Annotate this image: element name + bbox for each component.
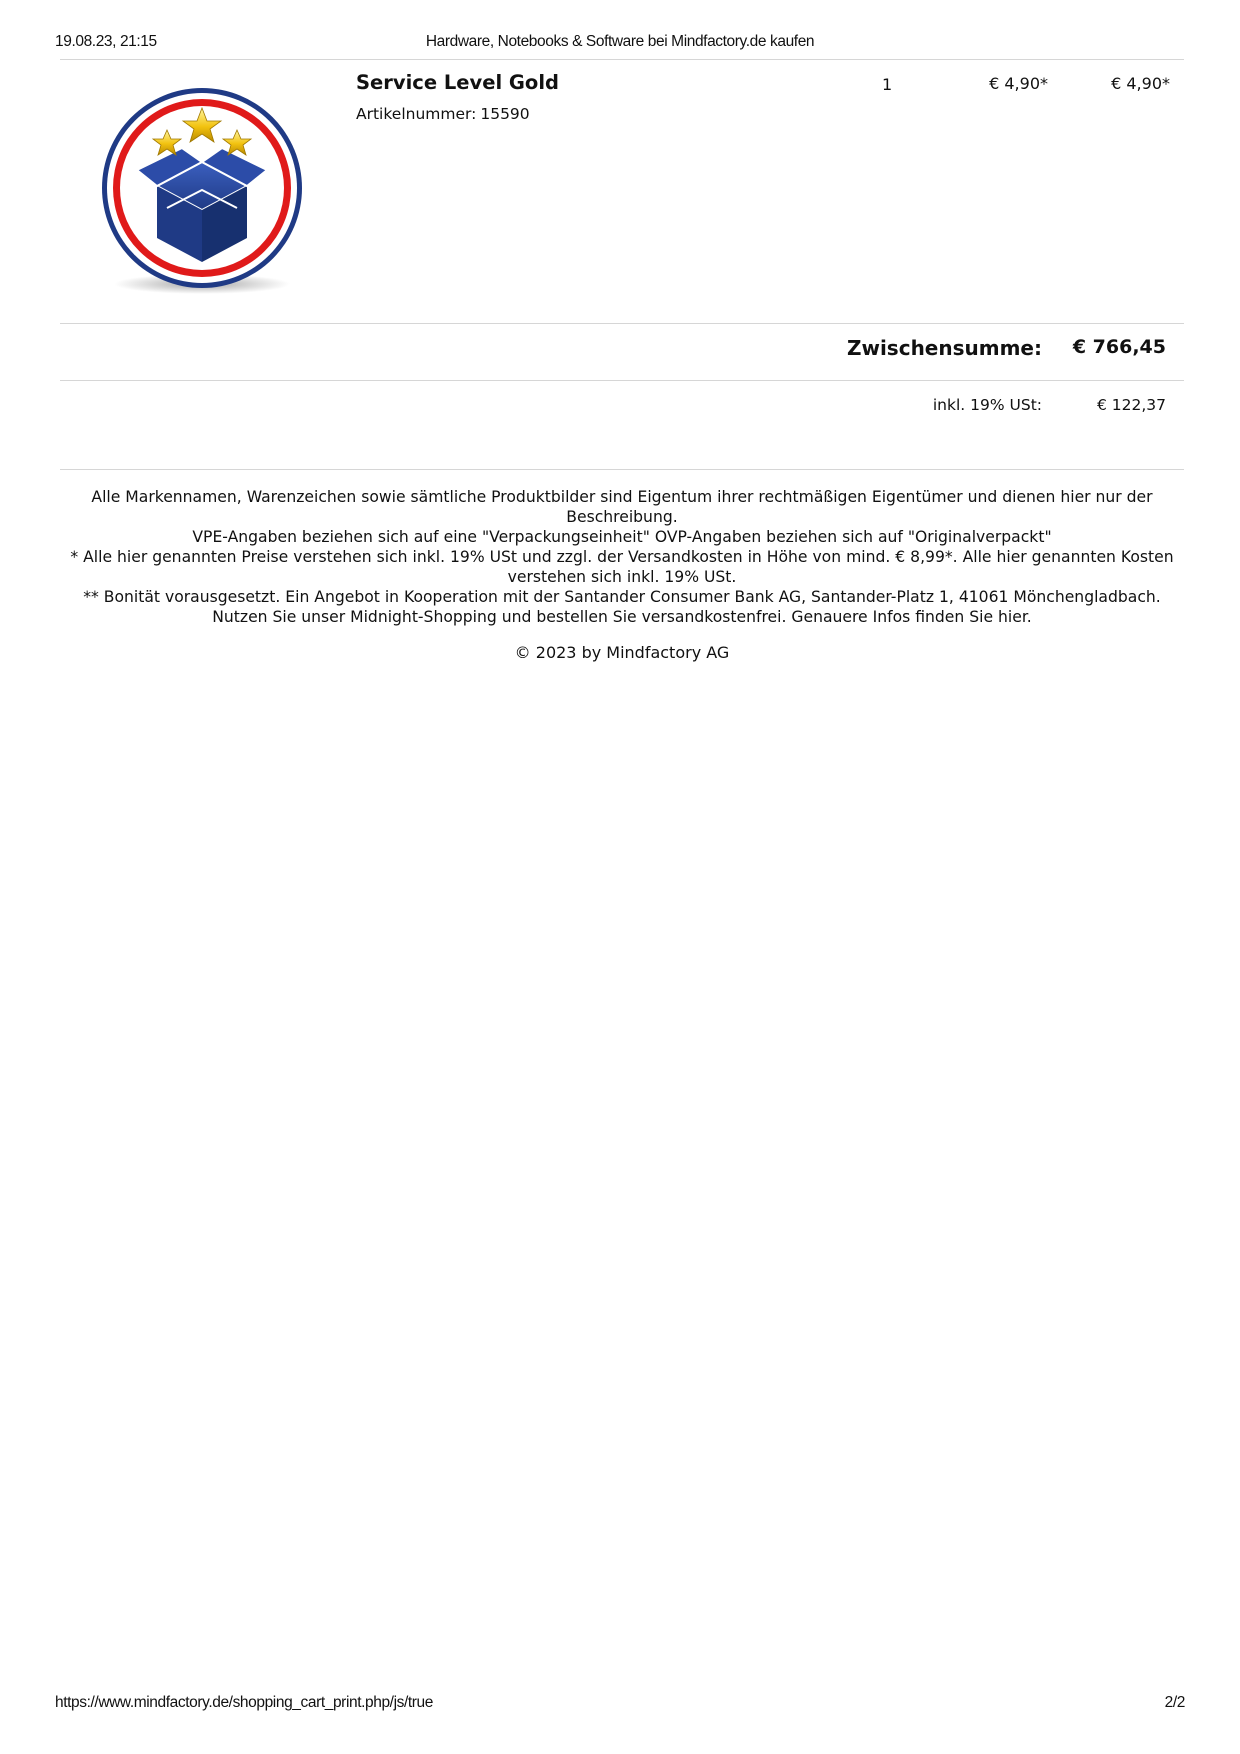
sku-value: 15590 <box>480 105 530 123</box>
print-url: https://www.mindfactory.de/shopping_cart_print.php/js/true <box>55 1694 433 1711</box>
copyright: © 2023 by Mindfactory AG <box>514 643 730 662</box>
divider-top <box>60 59 1184 60</box>
tax-label: inkl. 19% USt: <box>932 396 1042 414</box>
product-sku <box>356 105 530 123</box>
note-trademarks: Alle Markennamen, Warenzeichen sowie sämtliche Produktbilder sind Eigentum ihrer rechtmäßigen Eigentümer und dienen hier nur der Beschreibung. <box>91 488 1153 526</box>
note-prices: * Alle hier genannten Preise verstehen sich inkl. 19% USt und zzgl. der Versandkosten in Höhe von mind. € 8,99*. Alle hier genannten Kosten verstehen sich inkl. 19% USt. <box>70 548 1174 586</box>
note-vpe-ovp: VPE-Angaben beziehen sich auf eine "Verpackungseinheit" OVP-Angaben beziehen sich auf "Originalverpackt" <box>192 528 1052 546</box>
cart-item-row <box>60 62 1184 322</box>
quantity: 1 <box>882 75 893 94</box>
divider-subtotal <box>60 323 1184 324</box>
print-page-title: Hardware, Notebooks & Software bei Mindfactory.de kaufen <box>425 33 815 50</box>
sku-label: Artikelnummer: <box>356 105 477 123</box>
divider-tax <box>60 380 1184 381</box>
print-header <box>55 33 1185 53</box>
tax-value: € 122,37 <box>1096 396 1166 414</box>
product-name[interactable]: Service Level Gold <box>356 71 559 94</box>
subtotal-value: € 766,45 <box>1072 336 1166 358</box>
total-price: € 4,90* <box>1111 74 1170 93</box>
note-midnight-shopping: Nutzen Sie unser Midnight-Shopping und bestellen Sie versandkostenfrei. Genauere Infos finden Sie hier. <box>212 608 1032 626</box>
print-datetime: 19.08.23, 21:15 <box>55 33 157 50</box>
page-number: 2/2 <box>1164 1694 1185 1711</box>
unit-price: € 4,90* <box>989 74 1048 93</box>
subtotal-label: Zwischensumme: <box>846 336 1042 360</box>
legal-notes <box>60 487 1184 627</box>
note-financing: ** Bonität vorausgesetzt. Ein Angebot in Kooperation mit der Santander Consumer Bank AG, Santander-Platz 1, 41061 Mönchengladbach. <box>83 588 1161 606</box>
divider-footer <box>60 469 1184 470</box>
service-level-gold-badge-icon <box>97 84 307 300</box>
